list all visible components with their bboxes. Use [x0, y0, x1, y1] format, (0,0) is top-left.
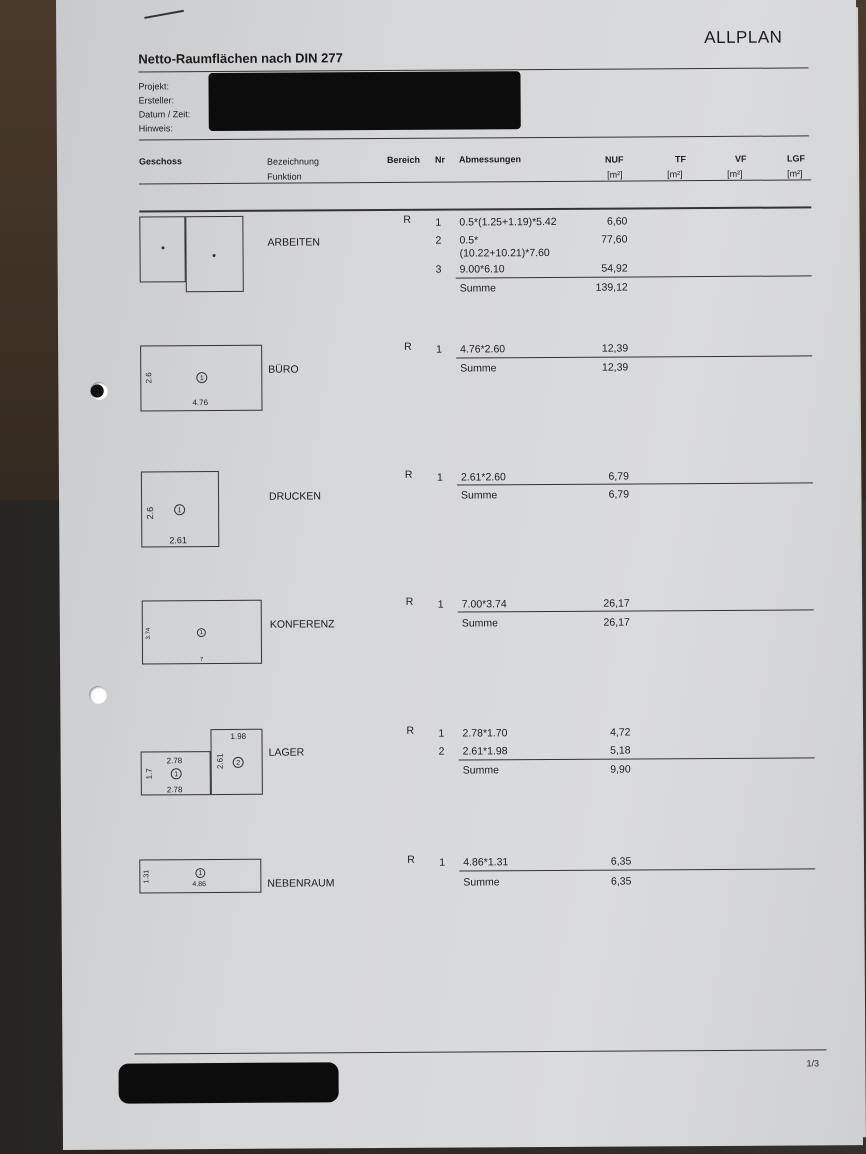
room-bereich: R — [404, 340, 412, 353]
col-vf-unit: [m²] — [727, 168, 743, 179]
col-tf: TF — [674, 154, 687, 165]
row-nr: 3 — [435, 263, 442, 276]
header-rule — [139, 179, 811, 184]
allplan-logo: ALLPLAN — [704, 27, 783, 48]
summe-rule — [459, 868, 815, 871]
page-number: 1/3 — [806, 1058, 820, 1069]
plan-dim-width-2: 1.98 — [230, 731, 247, 741]
row-abmessung: 4.86*1.31 — [463, 856, 509, 869]
room-bereich: R — [404, 468, 413, 481]
row-abmessung: 4.76*2.60 — [460, 343, 506, 356]
row-nuf: 77,60 — [601, 233, 628, 246]
room-bereich: R — [407, 853, 415, 866]
plan-room-id-2: 2 — [233, 757, 244, 768]
col-lgf-unit: [m²] — [787, 168, 803, 179]
plan-dim-width: 7 — [200, 657, 204, 664]
row-nuf: 26,17 — [603, 597, 630, 610]
row-nuf: 6,35 — [610, 855, 632, 868]
plan-arbeiten-marker — [162, 246, 165, 249]
row-abmessung: 2.61*1.98 — [462, 745, 508, 758]
row-nr: 1 — [435, 216, 442, 229]
summe-value: 26,17 — [603, 616, 630, 629]
col-tf-unit: [m²] — [667, 169, 683, 180]
col-vf: VF — [734, 153, 747, 164]
col-lgf: LGF — [786, 153, 806, 164]
pencil-mark — [144, 10, 184, 19]
summe-value: 139,12 — [595, 281, 628, 294]
col-nr: Nr — [434, 154, 446, 165]
room-name: ARBEITEN — [267, 236, 321, 249]
summe-rule — [456, 275, 812, 278]
row-abmessung-cont: (10.22+10.21)*7.60 — [459, 246, 550, 260]
meta-rule — [139, 135, 809, 140]
plan-arbeiten-marker — [213, 254, 216, 257]
section-rule — [139, 206, 811, 212]
room-name: NEBENRAUM — [267, 877, 335, 890]
plan-dim-width: 4.86 — [192, 881, 207, 889]
row-abmessung: 0.5* — [459, 234, 479, 247]
meta-label-projekt: Projekt: — [138, 81, 170, 92]
plan-dim-width-1b: 2.78 — [166, 785, 183, 795]
plan-room-id: 1 — [196, 372, 207, 383]
summe-rule — [458, 609, 814, 612]
summe-label: Summe — [460, 489, 498, 502]
row-nuf: 12,39 — [601, 342, 629, 355]
summe-value: 6,35 — [610, 875, 632, 888]
plan-dim-height: 1.31 — [143, 869, 151, 884]
summe-value: 12,39 — [601, 361, 629, 374]
room-bereich: R — [405, 595, 414, 608]
document-page — [56, 0, 863, 1150]
meta-label-datum: Datum / Zeit: — [138, 109, 191, 120]
meta-label-ersteller: Ersteller: — [138, 95, 175, 106]
col-funktion: Funktion — [267, 171, 302, 182]
row-nuf: 54,92 — [601, 262, 628, 275]
col-abmessungen: Abmessungen — [458, 154, 522, 165]
row-abmessung: 2.78*1.70 — [462, 727, 508, 740]
room-name: LAGER — [268, 746, 305, 759]
room-bereich: R — [406, 724, 415, 737]
plan-dim-height: 2.6 — [144, 372, 154, 384]
plan-room-id: 1 — [174, 504, 185, 515]
row-nr: 1 — [438, 727, 445, 740]
row-nr: 1 — [436, 471, 443, 484]
summe-label: Summe — [463, 876, 500, 889]
plan-dim-width: 2.61 — [169, 535, 187, 546]
document-title: Netto-Raumflächen nach DIN 277 — [138, 50, 343, 67]
row-abmessung: 0.5*(1.25+1.19)*5.42 — [459, 215, 557, 229]
summe-label: Summe — [460, 362, 497, 375]
row-abmessung: 7.00*3.74 — [461, 598, 507, 611]
row-abmessung: 9.00*6.10 — [459, 263, 505, 276]
plan-dim-height: 2.6 — [145, 506, 156, 520]
col-bezeichnung: Bezeichnung — [266, 156, 320, 167]
punch-hole-bottom — [89, 686, 107, 704]
redaction-block-footer — [118, 1062, 338, 1103]
col-bereich: Bereich — [386, 154, 421, 165]
row-nr: 1 — [439, 856, 446, 869]
row-nuf: 5,18 — [610, 744, 631, 757]
summe-label: Summe — [459, 282, 496, 295]
col-nuf-unit: [m²] — [607, 169, 623, 180]
plan-dim-width: 4.76 — [192, 398, 209, 408]
plan-dim-height-1: 1.7 — [144, 768, 154, 780]
summe-label: Summe — [462, 764, 499, 777]
row-nuf: 4,72 — [610, 726, 631, 739]
plan-dim-height-2: 2.61 — [215, 753, 225, 770]
summe-value: 9,90 — [610, 763, 631, 776]
col-nuf: NUF — [604, 154, 624, 165]
meta-label-hinweis: Hinweis: — [138, 123, 173, 134]
plan-room-id: 1 — [197, 628, 206, 637]
summe-value: 6,79 — [608, 488, 630, 501]
summe-rule — [457, 482, 813, 485]
punch-hole-top — [90, 382, 108, 400]
plan-dim-width-1: 2.78 — [166, 756, 183, 766]
col-geschoss: Geschoss — [138, 156, 183, 167]
summe-rule — [456, 355, 812, 358]
plan-dim-height: 3.74 — [145, 627, 152, 640]
plan-room-id: 1 — [195, 868, 205, 878]
row-nr: 1 — [437, 598, 444, 611]
summe-label: Summe — [461, 617, 499, 630]
row-nr: 2 — [438, 745, 445, 758]
room-name: KONFERENZ — [269, 618, 335, 631]
row-nuf: 6,79 — [608, 470, 629, 483]
footer-rule — [134, 1049, 826, 1054]
summe-rule — [459, 757, 815, 760]
row-nuf: 6,60 — [606, 215, 628, 228]
row-nr: 2 — [435, 234, 442, 247]
row-abmessung: 2.61*2.60 — [460, 471, 506, 484]
room-name: BÜRO — [268, 363, 299, 376]
room-name: DRUCKEN — [269, 490, 321, 503]
row-nr: 1 — [436, 343, 443, 356]
room-bereich: R — [403, 213, 411, 226]
plan-room-id-1: 1 — [171, 768, 182, 779]
redaction-block-header — [208, 71, 520, 131]
